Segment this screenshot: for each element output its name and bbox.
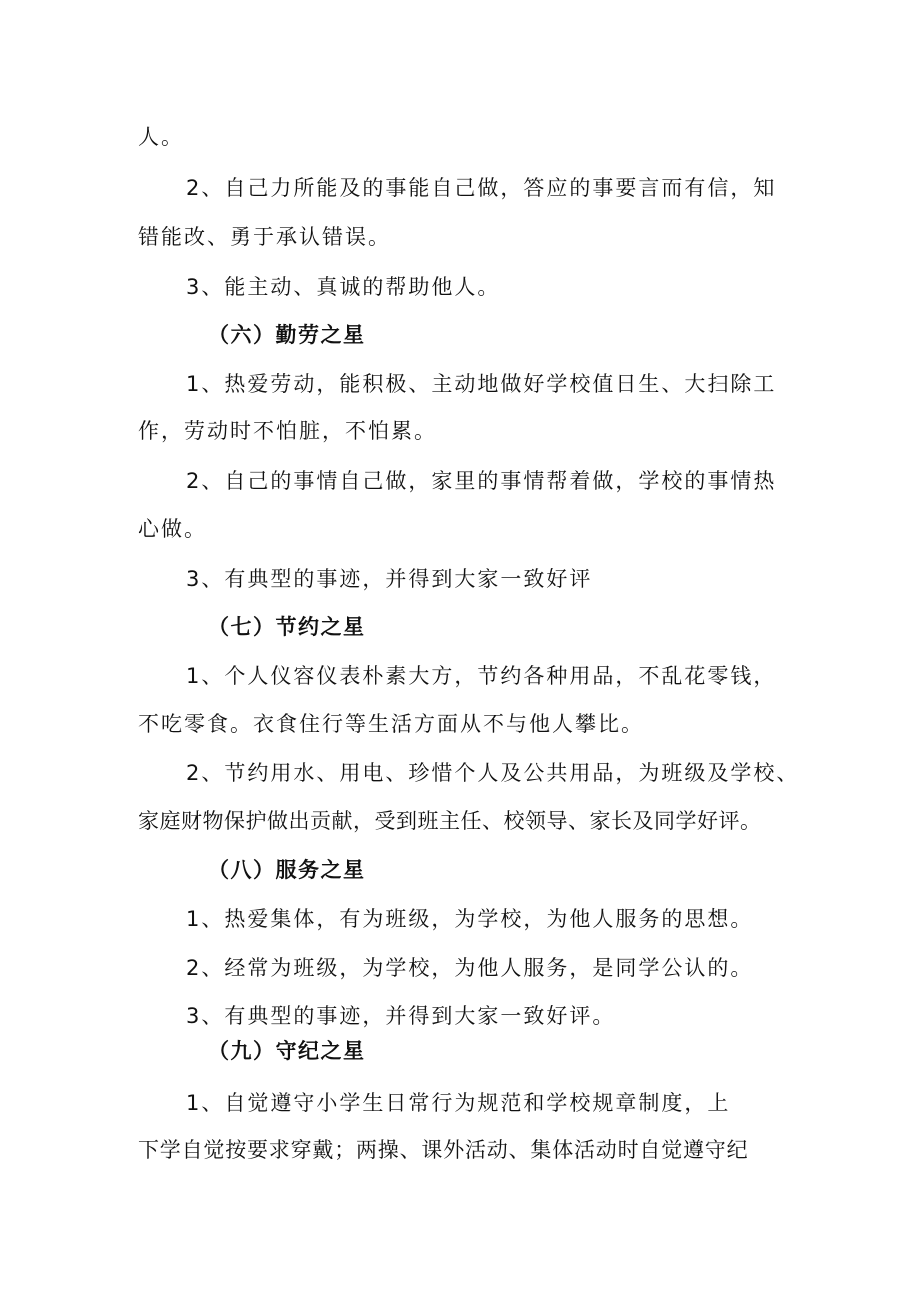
paragraph-continuation: 不吃零食。衣食住行等生活方面从不与他人攀比。 — [138, 712, 644, 736]
paragraph: 2、节约用水、用电、珍惜个人及公共用品，为班级及学校、 — [186, 761, 800, 785]
paragraph-continuation: 家庭财物保护做出贡献，受到班主任、校领导、家长及同学好评。 — [138, 809, 762, 833]
section-heading: （六）勤劳之星 — [208, 323, 366, 347]
section-heading: （九）守纪之星 — [208, 1039, 366, 1063]
paragraph: 2、自己的事情自己做，家里的事情帮着做，学校的事情热 — [186, 469, 777, 493]
paragraph: 1、个人仪容仪表朴素大方，节约各种用品，不乱花零钱， — [186, 664, 777, 688]
paragraph: 2、自己力所能及的事能自己做，答应的事要言而有信，知 — [186, 176, 777, 200]
section-heading: （八）服务之星 — [208, 858, 366, 882]
paragraph: 1、热爱集体，有为班级，为学校，为他人服务的思想。 — [186, 907, 754, 931]
paragraph-continuation: 作，劳动时不怕脏，不怕累。 — [138, 419, 437, 443]
paragraph: 3、有典型的事迹，并得到大家一致好评 — [186, 567, 593, 591]
paragraph: 2、经常为班级，为学校，为他人服务，是同学公认的。 — [186, 956, 754, 980]
paragraph-continuation: 人。 — [138, 125, 184, 149]
paragraph: 3、有典型的事迹，并得到大家一致好评。 — [186, 1004, 616, 1028]
paragraph-continuation: 心做。 — [138, 517, 207, 541]
paragraph: 1、自觉遵守小学生日常行为规范和学校规章制度，上 — [186, 1091, 731, 1115]
paragraph: 3、能主动、真诚的帮助他人。 — [186, 275, 501, 299]
section-heading: （七）节约之星 — [208, 615, 366, 639]
paragraph-continuation: 下学自觉按要求穿戴；两操、课外活动、集体活动时自觉遵守纪 — [138, 1138, 749, 1162]
paragraph-continuation: 错能改、勇于承认错误。 — [138, 225, 391, 249]
paragraph: 1、热爱劳动，能积极、主动地做好学校值日生、大扫除工 — [186, 372, 777, 396]
